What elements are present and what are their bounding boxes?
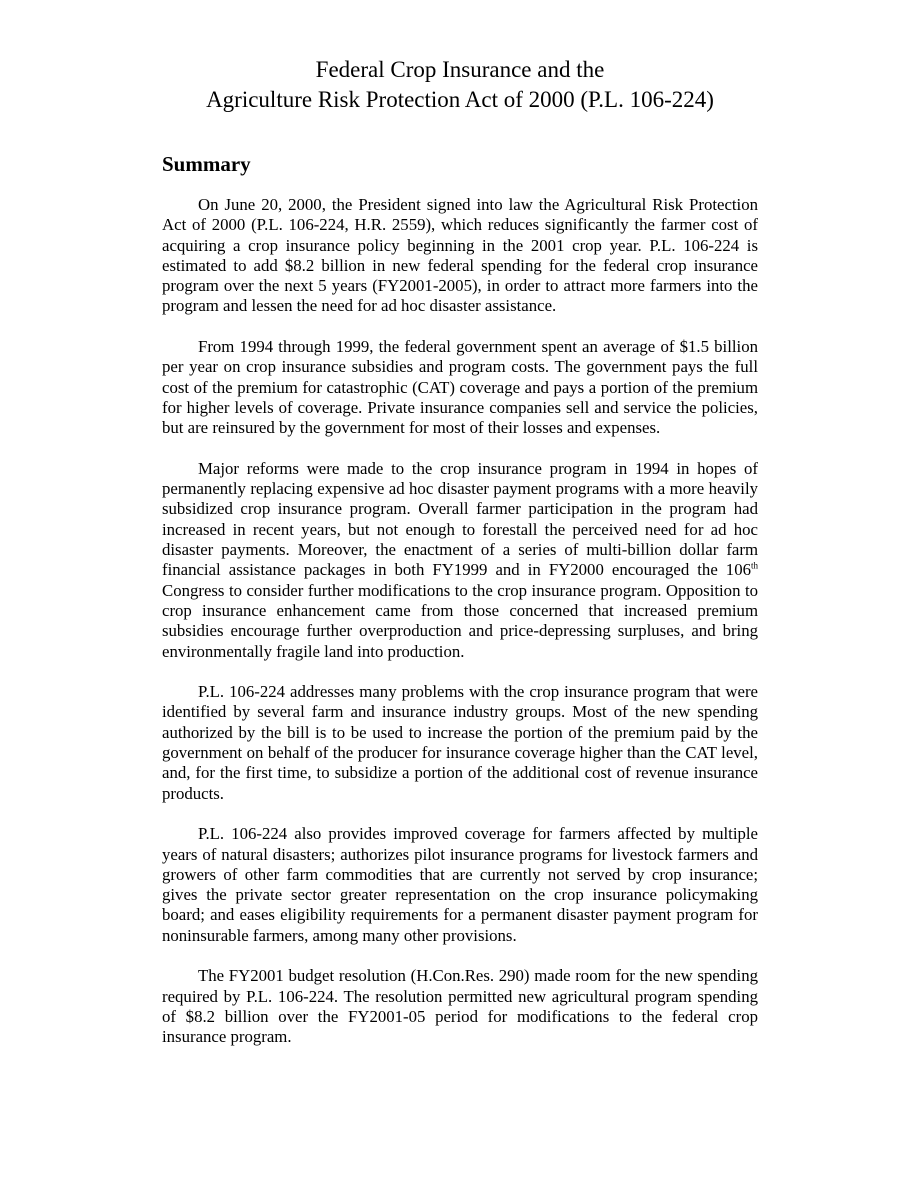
title-line-2: Agriculture Risk Protection Act of 2000 (P.L. 106-224) [206, 87, 714, 112]
paragraph-6: The FY2001 budget resolution (H.Con.Res. 290) made room for the new spending required by P.L. 106-224. The resolution permitted new agricultural program spending of $8.2 billion over the FY2001-05 period for modifications to the federal crop insurance program. [162, 966, 758, 1047]
paragraph-4: P.L. 106-224 addresses many problems with the crop insurance program that were identified by several farm and insurance industry groups. Most of the new spending authorized by the bill is to be used to increase the portion of the premium paid by the government on behalf of the producer for insurance coverage higher than the CAT level, and, for the first time, to subsidize a portion of the additional cost of revenue insurance products. [162, 682, 758, 803]
paragraph-3-text-a: Major reforms were made to the crop insurance program in 1994 in hopes of permanently replacing expensive ad hoc disaster payment programs with a more heavily subsidized crop insurance program. Overall farmer participation in the program had increased in recent years, but not enough to forestall the perceived need for ad hoc disaster payments. Moreover, the enactment of a series of multi-billion dollar farm financial assistance packages in both FY1999 and in FY2000 encouraged the 106 [162, 458, 758, 580]
ordinal-superscript: th [750, 560, 758, 571]
paragraph-3 [162, 459, 758, 662]
paragraph-3-text-b: Congress to consider further modifications to the crop insurance program. Opposition to crop insurance enhancement came from those concerned that increased premium subsidies encourage further overproduction and price-depressing surpluses, and bring environmentally fragile land into production. [162, 580, 758, 661]
document-title [0, 55, 920, 115]
paragraph-2: From 1994 through 1999, the federal government spent an average of $1.5 billion per year on crop insurance subsidies and program costs. The government pays the full cost of the premium for catastrophic (CAT) coverage and pays a portion of the premium for higher levels of coverage. Private insurance companies sell and service the policies, but are reinsured by the government for most of their losses and expenses. [162, 337, 758, 438]
paragraph-1: On June 20, 2000, the President signed into law the Agricultural Risk Protection Act of 2000 (P.L. 106-224, H.R. 2559), which reduces significantly the farmer cost of acquiring a crop insurance policy beginning in the 2001 crop year. P.L. 106-224 is estimated to add $8.2 billion in new federal spending for the federal crop insurance program over the next 5 years (FY2001-2005), in order to attract more farmers into the program and lessen the need for ad hoc disaster assistance. [162, 195, 758, 316]
paragraph-5: P.L. 106-224 also provides improved coverage for farmers affected by multiple years of natural disasters; authorizes pilot insurance programs for livestock farmers and growers of other farm commodities that are currently not served by crop insurance; gives the private sector greater representation on the crop insurance policymaking board; and eases eligibility requirements for a permanent disaster payment program for noninsurable farmers, among many other provisions. [162, 824, 758, 945]
section-heading-summary: Summary [162, 152, 251, 176]
summary-body [162, 195, 758, 1068]
title-line-1: Federal Crop Insurance and the [315, 57, 605, 82]
